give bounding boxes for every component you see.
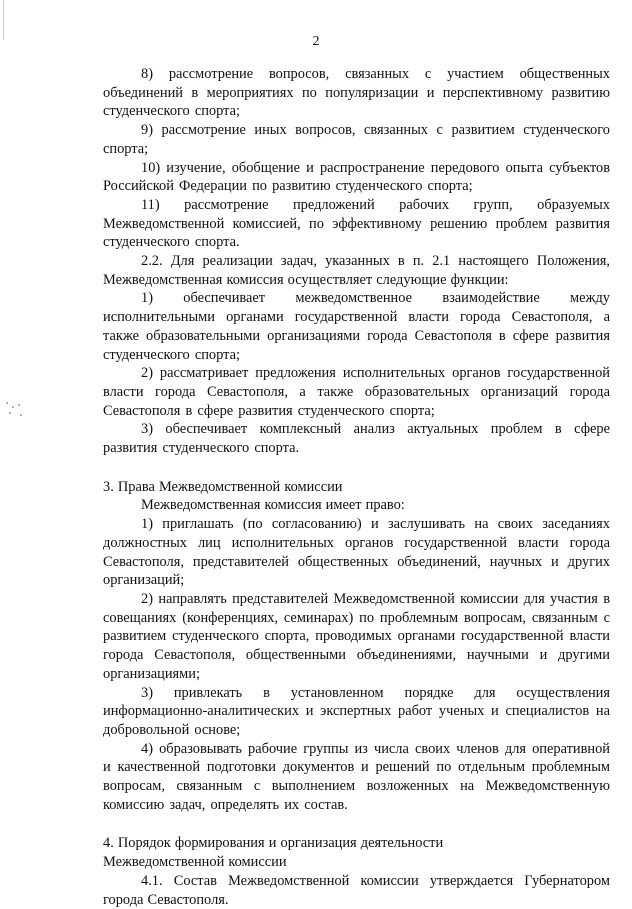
item-9-paragraph: 9) рассмотрение иных вопросов, связанных с развитием студенческого спорта;	[103, 122, 610, 157]
section-3-heading: 3. Права Межведомственной комиссии	[103, 478, 343, 495]
right-4-paragraph: 4) образовывать рабочие группы из числа своих членов для оперативной и качественной подготовки документов и решений по отдельным проблемным вопросам, связанным с выполнением возложенных на Межведомственную комиссию задач, определять их состав.	[103, 740, 610, 813]
item-10-paragraph: 10) изучение, обобщение и распространение передового опыта субъектов Российской Федерации по развитию студенческого спорта;	[103, 159, 610, 195]
section-4-heading-line-2: Межведомственной комиссии	[103, 854, 287, 871]
right-1-paragraph: 1) приглашать (по согласованию) и заслушивать на своих заседаниях должностных лиц исполнительных органов государственной власти города Севастополя, представителей общественных объединений, научных и других организаций;	[103, 516, 610, 589]
section-3-intro: Межведомственная комиссия имеет право:	[141, 497, 405, 514]
clause-4-1-paragraph: 4.1. Состав Межведомственной комиссии утверждается Губернатором города Севастополя.	[103, 872, 610, 908]
right-2-paragraph: 2) направлять представителей Межведомственной комиссии для участия в совещаниях (конференциях, семинарах) по проблемным вопросам, связанным с развитием студенческого спорта, проводимых органами государственной власти города Севастополя, общественными объединениями, научными и другими организациями;	[103, 590, 610, 682]
function-1-paragraph: 1) обеспечивает межведомственное взаимодействие между исполнительными органами государственной власти города Севастополя, а также образовательными организациями города Севастополя в сфере развития студенческого спорта;	[103, 290, 610, 363]
right-3-paragraph: 3) привлекать в установленном порядке для осуществления информационно-аналитических и экспертных работ ученых и специалистов на добровольной основе;	[103, 684, 610, 738]
function-2-paragraph: 2) рассматривает предложения исполнительных органов государственной власти города Севастополя, а также образовательных организаций города Севастополя в сфере развития студенческого спорта;	[103, 365, 610, 419]
section-4-heading	[103, 834, 610, 871]
clause-2-2-paragraph: 2.2. Для реализации задач, указанных в п. 2.1 настоящего Положения, Межведомственная комиссия осуществляет следующие функции:	[103, 253, 610, 288]
page-number: 2	[312, 34, 320, 49]
scan-margin-specks	[4, 400, 26, 420]
function-3-paragraph: 3) обеспечивает комплексный анализ актуальных проблем в сфере развития студенческого спорта.	[103, 421, 610, 457]
item-8-paragraph: 8) рассмотрение вопросов, связанных с участием общественных объединений в мероприятиях по популяризации и перспективному развитию студенческого спорта;	[103, 66, 610, 120]
section-4-heading-line-1: 4. Порядок формирования и организация деятельности	[103, 835, 444, 852]
item-11-paragraph: 11) рассмотрение предложений рабочих групп, образуемых Межведомственной комиссией, по эффективному решению проблем развития студенческого спорта.	[103, 196, 610, 251]
document-body	[103, 65, 610, 909]
